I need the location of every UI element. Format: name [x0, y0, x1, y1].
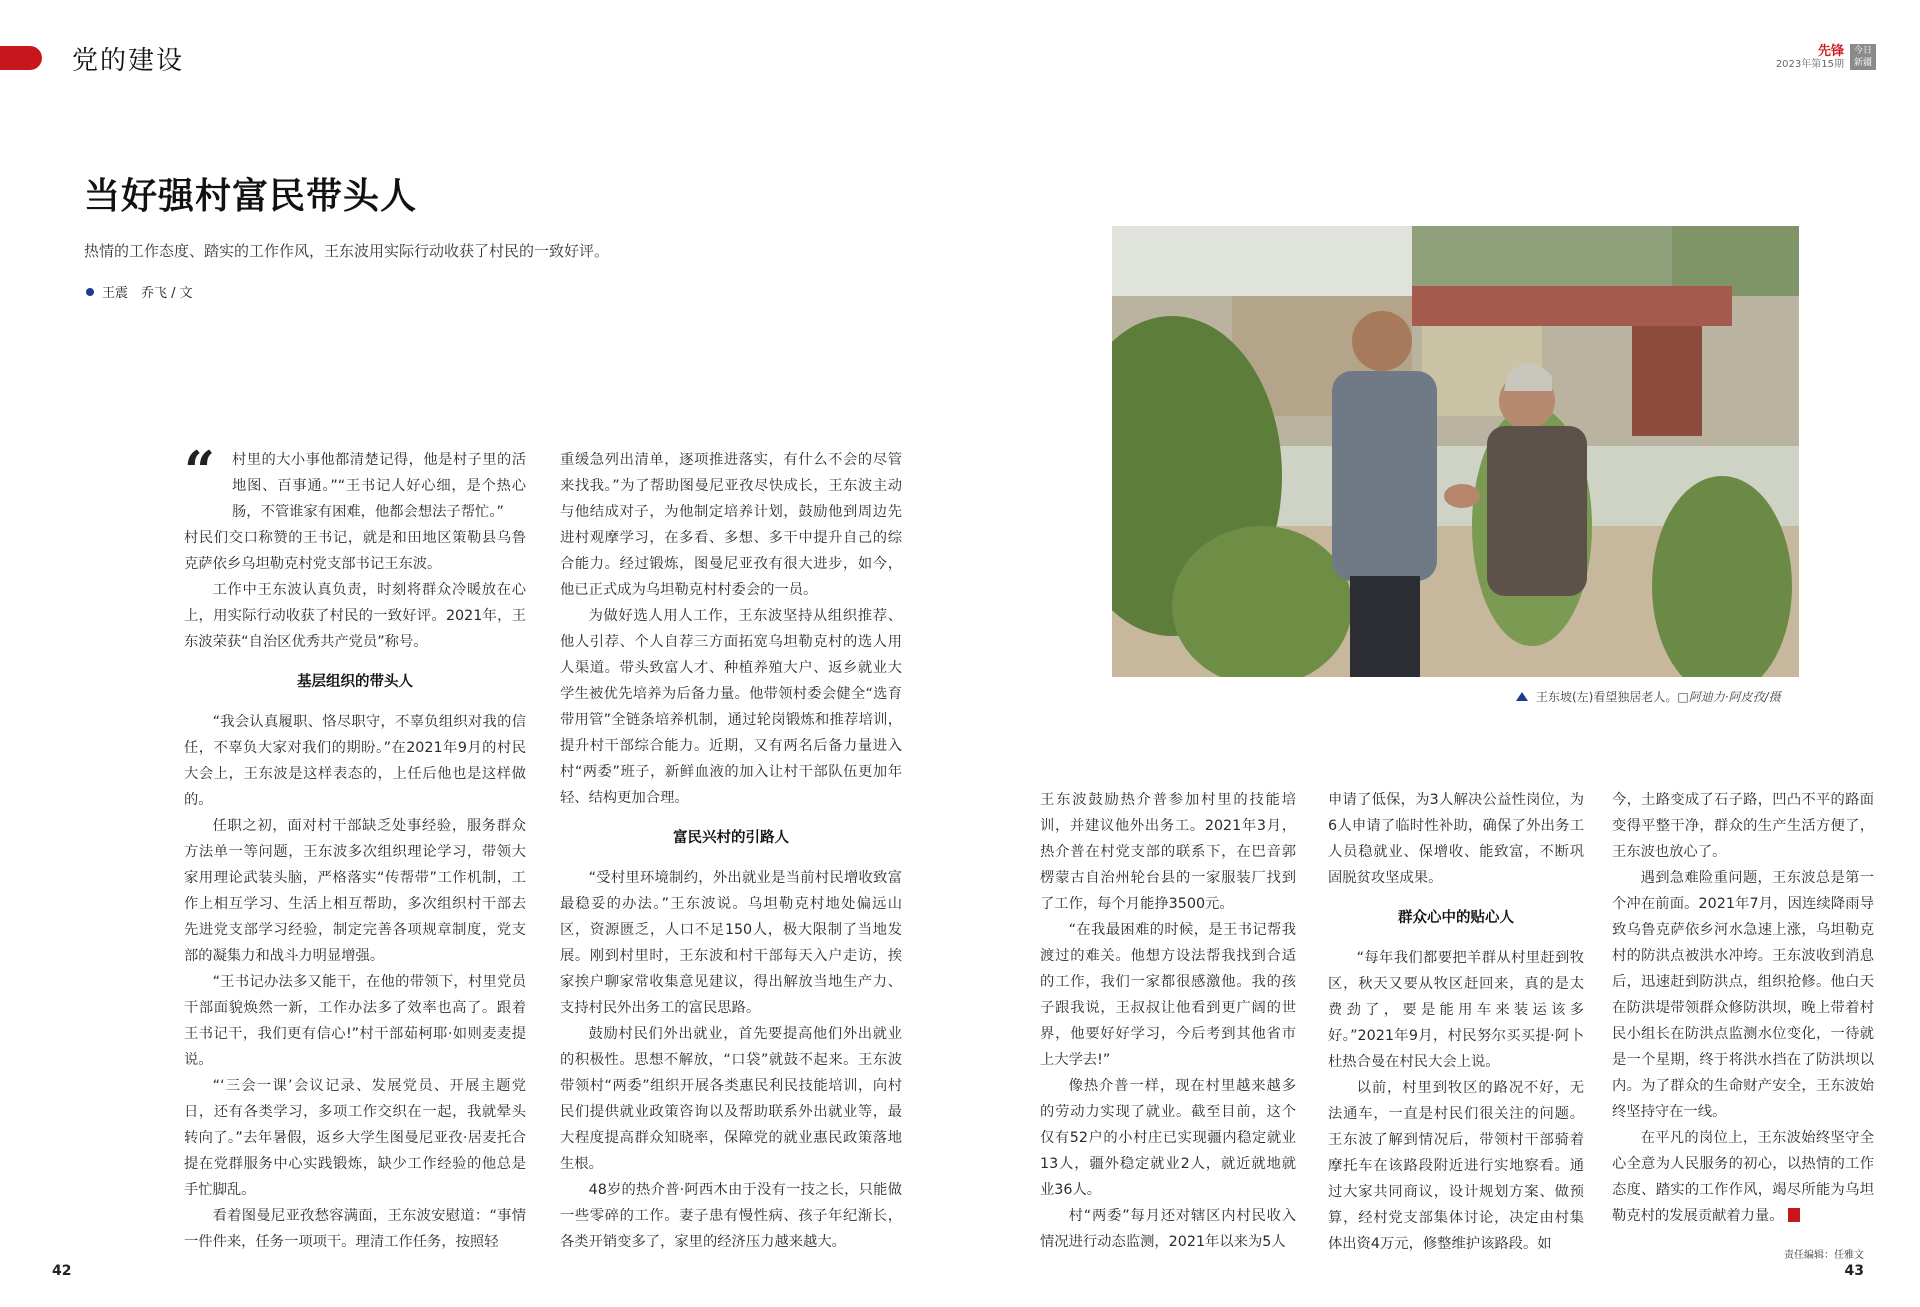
subheading: 群众心中的贴心人: [1398, 910, 1514, 926]
paragraph: [1612, 1125, 1874, 1229]
quote-mark-icon: “: [184, 439, 216, 503]
paragraph: “每年我们都要把羊群从村里赶到牧区，秋天又要从牧区赶回来，真的是太费劲了，要是能用车来装运该多好。”2021年9月，村民努尔买买提·阿卜杜热合曼在村民大会上说。: [1328, 950, 1584, 1070]
paragraph: 看着图曼尼亚孜愁容满面，王东波安慰道：“事情一件件来，任务一项项干。理清工作任务，按照轻: [184, 1208, 526, 1250]
paragraph: 遇到急难险重问题，王东波总是第一个冲在前面。2021年7月，因连续降雨导致乌鲁克萨依乡河水急速上涨，乌坦勒克村的防洪点被洪水冲垮。王东波收到消息后，迅速赶到防洪点，组织抢修。他白天在防洪堤带领群众修防洪坝，晚上带着村民小组长在防洪点监测水位变化，一待就是一个星期，终于将洪水挡在了防洪坝以内。为了群众的生命财产安全，王东波始终坚持守在一线。: [1612, 870, 1874, 1120]
photo-caption: [1516, 688, 1781, 705]
paragraph: “王书记办法多又能干，在他的带领下，村里党员干部面貌焕然一新，工作办法多了效率也高了。跟着王书记干，我们更有信心!”村干部茹柯耶·如则麦麦提说。: [184, 974, 526, 1068]
paragraph: 王东波鼓励热介普参加村里的技能培训，并建议他外出务工。2021年3月，热介普在村党支部的联系下，在巴音郭楞蒙古自治州轮台县的一家服装厂找到了工作，每个月能挣3500元。: [1040, 792, 1296, 912]
paragraph: 村“两委”每月还对辖区内村民收入情况进行动态监测，2021年以来为5人: [1040, 1208, 1296, 1250]
byline-text: 王震 乔飞 / 文: [102, 286, 193, 301]
caption-text: 王东坡(左)看望独居老人。: [1536, 690, 1678, 704]
paragraph: “‘三会一课’会议记录、发展党员、开展主题党日，还有各类学习，多项工作交织在一起，我就晕头转向了。”去年暑假，返乡大学生图曼尼亚孜·居麦托合提在党群服务中心实践锻炼，缺少工作经验的他总是手忙脚乱。: [184, 1078, 526, 1198]
paragraph: 村民们交口称赞的王书记，就是和田地区策勒县乌鲁克萨依乡乌坦勒克村党支部书记王东波。: [184, 530, 526, 572]
paragraph: 申请了低保，为3人解决公益性岗位，为6人申请了临时性补助，确保了外出务工人员稳就业、保增收、能致富，不断巩固脱贫攻坚成果。: [1328, 792, 1584, 886]
paragraph: 工作中王东波认真负责，时刻将群众冷暖放在心上，用实际行动收获了村民的一致好评。2021年，王东波荣获“自治区优秀共产党员”称号。: [184, 582, 526, 650]
byline-dot-icon: [86, 288, 94, 296]
article-title: 当好强村富民带头人: [84, 176, 418, 217]
paragraph: 为做好选人用人工作，王东波坚持从组织推荐、他人引荐、个人自荐三方面拓宽乌坦勒克村的选人用人渠道。带头致富人才、种植养殖大户、返乡就业大学生被优先培养为后备力量。他带领村委会健全“选育带用管”全链条培养机制，通过轮岗锻炼和推荐培训，提升村干部综合能力。近期，又有两名后备力量进入村“两委”班子，新鲜血液的加入让村干部队伍更加年轻、结构更加合理。: [560, 608, 902, 806]
brand-badge: 今日 新疆: [1850, 44, 1876, 70]
paragraph: 48岁的热介普·阿西木由于没有一技之长，只能做一些零碎的工作。妻子患有慢性病、孩子年纪渐长，各类开销变多了，家里的经济压力越来越大。: [560, 1182, 902, 1250]
paragraph: “在我最困难的时候，是王书记帮我渡过的难关。他想方设法帮我找到合适的工作，我们一家都很感激他。我的孩子跟我说，王叔叔让他看到更广阔的世界，他要好好学习，今后考到其他省市上大学去!”: [1040, 922, 1296, 1068]
subheading: 富民兴村的引路人: [673, 830, 789, 846]
text-column-1: [184, 439, 526, 1255]
text-column-3: [1040, 787, 1296, 1255]
text-column-5: [1612, 787, 1874, 1229]
paragraph: “受村里环境制约，外出就业是当前村民增收致富最稳妥的办法。”王东波说。乌坦勒克村地处偏远山区，资源匮乏，人口不足150人，极大限制了当地发展。刚到村里时，王东波和村干部每天入户走访，挨家挨户聊家常收集意见建议，得出解放当地生产力、支持村民外出务工的富民思路。: [560, 870, 902, 1016]
paragraph: 任职之初，面对村干部缺乏处事经验，服务群众方法单一等问题，王东波多次组织理论学习，带领大家用理论武装头脑，严格落实“传帮带”工作机制，工作上相互学习、生活上相互帮助，多次组织村干部去先进党支部学习经验，制定完善各项规章制度，党支部的凝集力和战斗力明显增强。: [184, 818, 526, 964]
issue-label: 2023年第15期: [1775, 59, 1844, 70]
paragraph: 鼓励村民们外出就业，首先要提高他们外出就业的积极性。思想不解放，“口袋”就鼓不起来。王东波带领村“两委”组织开展各类惠民利民技能培训，向村民们提供就业政策咨询以及帮助联系外出就业等，最大程度提高群众知晓率，保障党的就业惠民政策落地生根。: [560, 1026, 902, 1172]
paragraph-text: 在平凡的岗位上，王东波始终坚守全心全意为人民服务的初心，以热情的工作态度、踏实的工作作风，竭尽所能为乌坦勒克村的发展贡献着力量。: [1612, 1130, 1874, 1224]
article-photo: [1112, 226, 1799, 677]
section-title: 党的建设: [72, 46, 185, 76]
article-lead: 热情的工作态度、踏实的工作作风，王东波用实际行动收获了村民的一致好评。: [84, 242, 610, 260]
paragraph: “我会认真履职、恪尽职守，不辜负组织对我的信任，不辜负大家对我们的期盼。”在2021年9月的村民大会上，王东波是这样表态的，上任后他也是这样做的。: [184, 714, 526, 808]
section-marker: [0, 46, 42, 70]
subheading: 基层组织的带头人: [297, 674, 413, 690]
photo-credit: □阿迪力·阿皮孜/摄: [1677, 690, 1781, 704]
text-column-2: [560, 447, 902, 1255]
paragraph: 以前，村里到牧区的路况不好，无法通车，一直是村民们很关注的问题。王东波了解到情况后，带领村干部骑着摩托车在该路段附近进行实地察看。通过大家共同商议，设计规划方案、做预算，经村党支部集体讨论，决定由村集体出资4万元，修整维护该路段。如: [1328, 1080, 1584, 1252]
page-number-right: 43: [1844, 1263, 1864, 1279]
editor-credit: 责任编辑：任雅文: [1784, 1250, 1864, 1261]
pull-quote: [184, 439, 526, 525]
paragraph: 今，土路变成了石子路，凹凸不平的路面变得平整干净，群众的生产生活方便了，王东波也放心了。: [1612, 792, 1874, 860]
byline: [86, 282, 193, 301]
photo-illustration: [1112, 226, 1799, 677]
text-column-4: [1328, 787, 1584, 1257]
end-mark-icon: [1788, 1208, 1800, 1222]
brand-block: [1776, 44, 1844, 71]
page-number-left: 42: [52, 1263, 72, 1279]
paragraph: 重缓急列出清单，逐项推进落实，有什么不会的尽管来找我。”为了帮助图曼尼亚孜尽快成长，王东波主动与他结成对子，为他制定培养计划，鼓励他到周边先进村观摩学习，在多看、多想、多干中提升自己的综合能力。经过锻炼，图曼尼亚孜有很大进步，如今，他已正式成为乌坦勒克村村委会的一员。: [560, 452, 902, 598]
brand-name: 先锋: [1817, 44, 1844, 59]
quote-text: 村里的大小事他都清楚记得，他是村子里的活地图、百事通。”“王书记人好心细，是个热心肠，不管谁家有困难，他都会想法子帮忙。”: [232, 452, 526, 520]
paragraph: 像热介普一样，现在村里越来越多的劳动力实现了就业。截至目前，这个仅有52户的小村庄已实现疆内稳定就业13人，疆外稳定就业2人，就近就地就业36人。: [1040, 1078, 1296, 1198]
caption-triangle-icon: [1516, 692, 1528, 701]
